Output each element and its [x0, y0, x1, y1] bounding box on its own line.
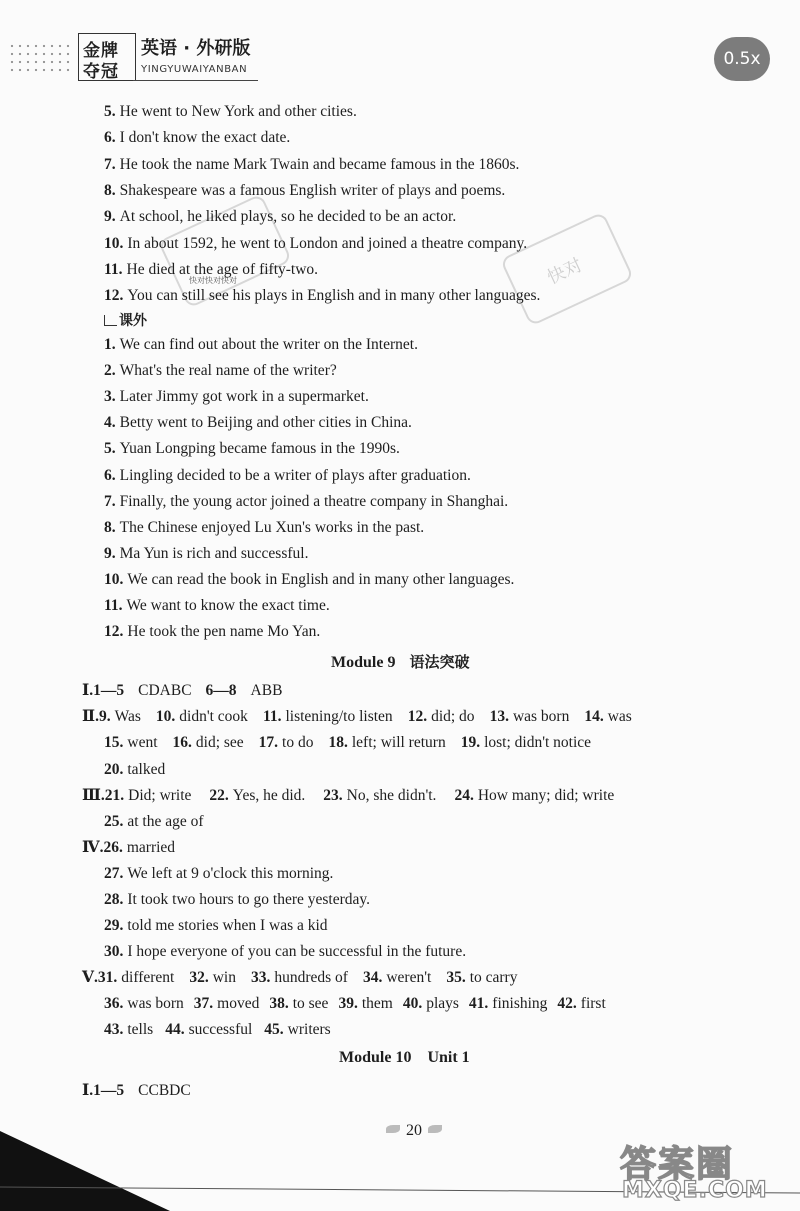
item-number: 30. [104, 943, 124, 960]
item-text: He took the pen name Mo Yan. [127, 623, 321, 641]
item-text: At school, he liked plays, so he decided to be an actor. [119, 208, 457, 226]
item-answer: finishing [492, 995, 548, 1012]
brand-url-watermark: MXQE.COM [622, 1178, 768, 1203]
item-answer: married [126, 839, 176, 856]
item-number: 24. [454, 787, 474, 804]
logo-line2: 夺冠 [83, 62, 119, 82]
item-text: Shakespeare was a famous English writer of plays and poems. [119, 181, 506, 199]
item-number: 12. [104, 287, 124, 305]
item-number: 10. [104, 570, 124, 588]
answer-row [104, 916, 328, 936]
item-answer: different [121, 969, 175, 986]
item-text: I don't know the exact date. [119, 129, 291, 147]
section-6-answers: Ⅰ.1—5 CCBDC [82, 1082, 191, 1099]
item-number: 42. [557, 995, 577, 1012]
item-answer: was born [127, 995, 184, 1012]
answer-line [104, 260, 318, 280]
item-number: 2. [104, 362, 116, 380]
item-number: 37. [193, 995, 214, 1012]
item-answer: win [212, 969, 236, 986]
item-answer: moved [217, 995, 260, 1012]
answer-row [104, 890, 370, 910]
item-number: 27. [104, 865, 124, 882]
item-number: 41. [468, 995, 489, 1012]
module9-heading: Module 9 语法突破 [331, 653, 470, 671]
watermark-stamp-right [500, 211, 635, 326]
item-number: 32. [189, 969, 209, 986]
item-number: 36. [104, 995, 124, 1012]
item-answer: plays [426, 995, 459, 1012]
item-number: 12. [104, 623, 124, 641]
item-number: 35. [446, 969, 466, 986]
answer-row [104, 1020, 331, 1040]
item-answer: hundreds of [274, 969, 348, 986]
watermark-text: 快对 [544, 254, 586, 289]
item-answer: We left at 9 o'clock this morning. [127, 865, 334, 882]
item-text: He died at the age of fifty-two. [126, 260, 319, 278]
item-answer: writers [287, 1021, 331, 1038]
answer-line [104, 361, 337, 381]
book-logo [78, 33, 136, 81]
item-text: We want to know the exact time. [126, 597, 330, 614]
item-answer: successful [188, 1021, 253, 1038]
answer-line [104, 207, 456, 227]
answer-line [104, 413, 412, 433]
item-text: Ma Yun is rich and successful. [119, 544, 309, 562]
item-number: 8. [104, 518, 116, 536]
item-number: 22. [209, 787, 229, 804]
item-number: 6. [104, 129, 116, 147]
item-number: 20. [104, 761, 124, 778]
item-text: He took the name Mark Twain and became famous in the 1860s. [119, 155, 520, 173]
item-number: 10. [104, 234, 124, 252]
item-number: 13. [489, 708, 509, 725]
item-answer: I hope everyone of you can be successful in the future. [127, 943, 467, 960]
answer-line [104, 128, 290, 148]
item-answer: to carry [469, 969, 518, 986]
item-text: What's the real name of the writer? [119, 362, 337, 380]
item-number: 1. [104, 336, 116, 353]
answer-row [82, 838, 175, 858]
item-text: Yuan Longping became famous in the 1990s. [119, 440, 400, 458]
item-text: The Chinese enjoyed Lu Xun's works in the past. [119, 518, 425, 536]
playback-speed-button[interactable]: 0.5x [714, 37, 770, 81]
item-number: 28. [104, 891, 124, 908]
item-number: 5. [104, 103, 116, 120]
bracket-mark-icon [104, 315, 117, 326]
item-answer: How many; did; write [477, 787, 615, 804]
item-number: 29. [104, 917, 124, 934]
answer-row [82, 968, 517, 988]
item-answer: Was [114, 708, 141, 725]
item-number: 18. [328, 734, 348, 751]
answer-line [104, 102, 357, 122]
item-number: 7. [104, 492, 116, 510]
item-number: 8. [104, 181, 116, 199]
answer-line [104, 466, 471, 486]
item-answer: first [580, 995, 606, 1012]
answer-line [104, 518, 424, 538]
section-label-kewai: 课外 [104, 310, 147, 330]
book-title: 英语 · 外研版 [141, 38, 251, 59]
item-text: Finally, the young actor joined a theatre company in Shanghai. [119, 492, 509, 510]
item-answer: lost; didn't notice [484, 734, 592, 751]
answer-line [104, 335, 418, 355]
answer-line [104, 492, 508, 512]
item-text: He went to New York and other cities. [119, 103, 357, 120]
item-answer: No, she didn't. [346, 787, 437, 804]
item-text: Later Jimmy got work in a supermarket. [119, 388, 369, 406]
item-number: 15. [104, 734, 124, 751]
answer-row [104, 994, 606, 1014]
item-number: 11. [104, 597, 123, 614]
item-answer: did; do [431, 708, 475, 725]
answer-line [104, 155, 519, 175]
item-answer: listening/to listen [285, 708, 393, 725]
module10-heading: Module 10 Unit 1 [339, 1049, 470, 1066]
answer-line [104, 544, 308, 564]
answer-row [82, 707, 632, 727]
item-text: Lingling decided to be a writer of plays after graduation. [119, 466, 471, 484]
item-answer: didn't cook [179, 708, 248, 725]
item-number: 5. [104, 440, 116, 458]
item-number: 34. [362, 969, 383, 986]
answer-row [104, 760, 165, 780]
section-numeral: Ⅲ. [82, 787, 105, 804]
item-number: 17. [258, 734, 279, 751]
item-answer: It took two hours to go there yesterday. [127, 891, 371, 908]
item-text: Betty went to Beijing and other cities in China. [119, 414, 412, 432]
item-text: You can still see his plays in English and in many other languages. [127, 287, 541, 305]
item-answer: did; see [195, 734, 244, 751]
item-answer: went [127, 734, 158, 751]
section-numeral: Ⅱ. [82, 708, 99, 725]
item-answer: left; will return [351, 734, 446, 751]
item-number: 7. [104, 155, 116, 173]
item-number: 14. [584, 708, 604, 725]
answer-row [104, 942, 466, 962]
item-number: 26. [103, 839, 123, 856]
answer-line [104, 570, 514, 590]
item-text: We can read the book in English and in many other languages. [127, 570, 515, 588]
item-answer: weren't [386, 969, 432, 986]
item-answer: to do [282, 734, 314, 751]
page-number: 20 [380, 1122, 448, 1140]
item-number: 44. [165, 1021, 185, 1038]
item-number: 45. [264, 1021, 284, 1038]
answer-line [104, 596, 330, 616]
item-answer: was [607, 708, 632, 725]
item-text: In about 1592, he went to London and joined a theatre company. [127, 234, 528, 252]
item-answer: talked [127, 761, 166, 778]
item-number: 38. [269, 995, 289, 1012]
item-number: 23. [323, 787, 343, 804]
answer-line [104, 286, 540, 306]
item-answer: at the age of [127, 813, 204, 830]
header-rule [133, 80, 258, 81]
item-number: 40. [402, 995, 423, 1012]
item-number: 11. [104, 260, 123, 278]
item-answer: Yes, he did. [232, 787, 306, 804]
item-text: We can find out about the writer on the Internet. [119, 336, 418, 353]
answer-line [104, 234, 527, 254]
answer-line [104, 439, 400, 459]
brand-watermark: 答案圈 [620, 1144, 735, 1185]
item-number: 3. [104, 388, 116, 406]
item-answer: tells [127, 1021, 154, 1038]
item-answer: to see [292, 995, 329, 1012]
item-number: 16. [172, 734, 192, 751]
header-dot-pattern [8, 42, 74, 72]
item-number: 39. [338, 995, 358, 1012]
item-number: 19. [460, 734, 481, 751]
item-number: 12. [407, 708, 428, 725]
item-number: 21. [104, 787, 125, 804]
item-number: 9. [104, 208, 116, 226]
section-1-answers: Ⅰ.1—5 CDABC 6—8 ABB [82, 682, 283, 699]
answer-row [104, 733, 591, 753]
book-subtitle: YINGYUWAIYANBAN [141, 64, 248, 75]
section-numeral: Ⅴ. [82, 969, 98, 986]
logo-line1: 金牌 [83, 41, 119, 61]
answer-line [104, 181, 505, 201]
item-number: 9. [98, 708, 111, 725]
answer-row [82, 786, 614, 806]
item-number: 4. [104, 414, 116, 432]
answer-row [104, 812, 204, 832]
answer-line [104, 622, 320, 642]
item-number: 11. [262, 708, 282, 725]
item-answer: Did; write [128, 787, 192, 804]
section-numeral: Ⅳ. [82, 839, 104, 856]
item-answer: them [361, 995, 393, 1012]
item-answer: told me stories when I was a kid [127, 917, 328, 934]
answer-line [104, 387, 369, 407]
answer-row [104, 864, 333, 884]
item-answer: was born [512, 708, 570, 725]
watermark-small-text: 快对快对快对 [189, 276, 237, 285]
item-number: 31. [97, 969, 118, 986]
item-number: 9. [104, 544, 116, 562]
item-number: 10. [155, 708, 176, 725]
item-number: 43. [104, 1021, 124, 1038]
item-number: 6. [104, 466, 116, 484]
item-number: 33. [250, 969, 271, 986]
item-number: 25. [104, 813, 124, 830]
